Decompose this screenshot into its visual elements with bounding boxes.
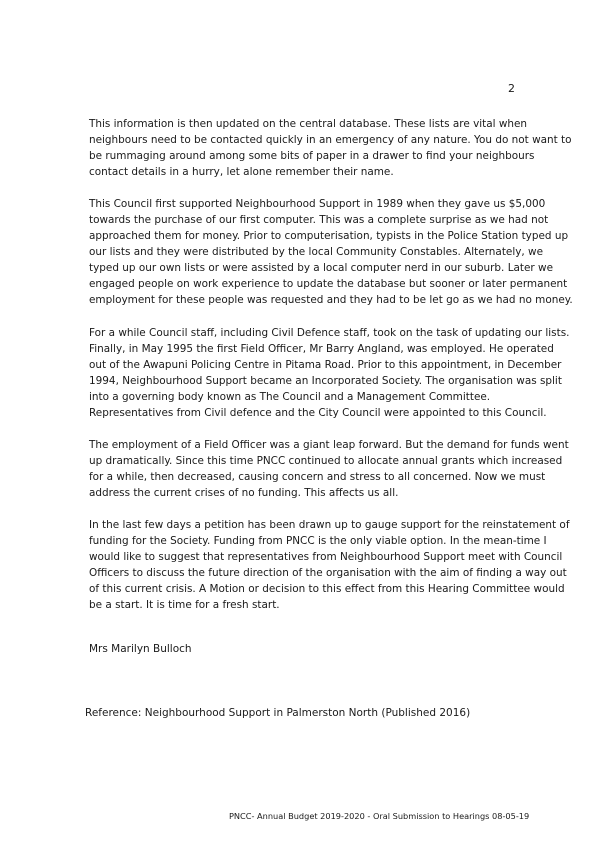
paragraph-line: Finally, in May 1995 the first Field Officer, Mr Barry Angland, was employed. He operated	[89, 342, 554, 355]
paragraph-line: Officers to discuss the future direction of the organisation with the aim of finding a way out	[89, 567, 567, 580]
paragraph	[89, 116, 572, 180]
paragraph-line: out of the Awapuni Policing Centre in Pitama Road. Prior to this appointment, in December	[89, 358, 562, 371]
paragraph-line: The employment of a Field Officer was a giant leap forward. But the demand for funds went	[89, 438, 569, 451]
paragraph-line: In the last few days a petition has been drawn up to gauge support for the reinstatement of	[89, 518, 570, 531]
paragraph	[89, 517, 570, 613]
paragraph-line: up dramatically. Since this time PNCC continued to allocate annual grants which increased	[89, 454, 563, 467]
paragraph-line: of this current crisis. A Motion or decision to this effect from this Hearing Committee would	[89, 583, 565, 596]
paragraph-line: for a while, then decreased, causing concern and stress to all concerned. Now we must	[89, 470, 546, 483]
paragraph-line: employment for these people was requested and they had to be let go as we had no money.	[89, 294, 573, 307]
page-number: 2	[508, 82, 515, 95]
paragraph-line: engaged people on work experience to update the database but sooner or later permanent	[89, 278, 568, 291]
document-body	[89, 116, 573, 629]
paragraph-line: neighbours need to be contacted quickly in an emergency of any nature. You do not want to	[89, 134, 572, 147]
paragraph-line: be a start. It is time for a fresh start.	[89, 599, 280, 612]
signature-name: Mrs Marilyn Bulloch	[89, 643, 192, 655]
paragraph	[89, 325, 570, 421]
paragraph-line: into a governing body known as The Council and a Management Committee.	[89, 390, 491, 403]
paragraph-line: be rummaging around among some bits of paper in a drawer to find your neighbours	[89, 150, 535, 163]
paragraph-line: funding for the Society. Funding from PNCC is the only viable option. In the mean-time I	[89, 535, 547, 548]
paragraph	[89, 437, 569, 501]
paragraph-line: For a while Council staff, including Civil Defence staff, took on the task of updating our lists.	[89, 326, 570, 339]
paragraph-line: 1994, Neighbourhood Support became an Incorporated Society. The organisation was split	[89, 374, 562, 387]
paragraph-line: approached them for money. Prior to computerisation, typists in the Police Station typed up	[89, 230, 569, 243]
paragraph-line: our lists and they were distributed by the local Community Constables. Alternately, we	[89, 246, 544, 259]
paragraph-line: This Council first supported Neighbourhood Support in 1989 when they gave us $5,000	[89, 198, 546, 211]
paragraph-line: towards the purchase of our first computer. This was a complete surprise as we had not	[89, 214, 549, 227]
reference-note: Reference: Neighbourhood Support in Palmerston North (Published 2016)	[85, 707, 471, 719]
paragraph-line: would like to suggest that representatives from Neighbourhood Support meet with Council	[89, 551, 563, 564]
paragraph	[89, 196, 573, 308]
paragraph-line: Representatives from Civil defence and the City Council were appointed to this Council.	[89, 406, 547, 419]
paragraph-line: typed up our own lists or were assisted by a local computer nerd in our suburb. Later we	[89, 262, 553, 275]
paragraph-line: This information is then updated on the central database. These lists are vital when	[89, 118, 528, 130]
page-footer: PNCC- Annual Budget 2019-2020 - Oral Submission to Hearings 08-05-19	[229, 811, 530, 821]
paragraph-line: address the current crises of no funding. This affects us all.	[89, 486, 399, 499]
paragraph-line: contact details in a hurry, let alone remember their name.	[89, 166, 394, 179]
